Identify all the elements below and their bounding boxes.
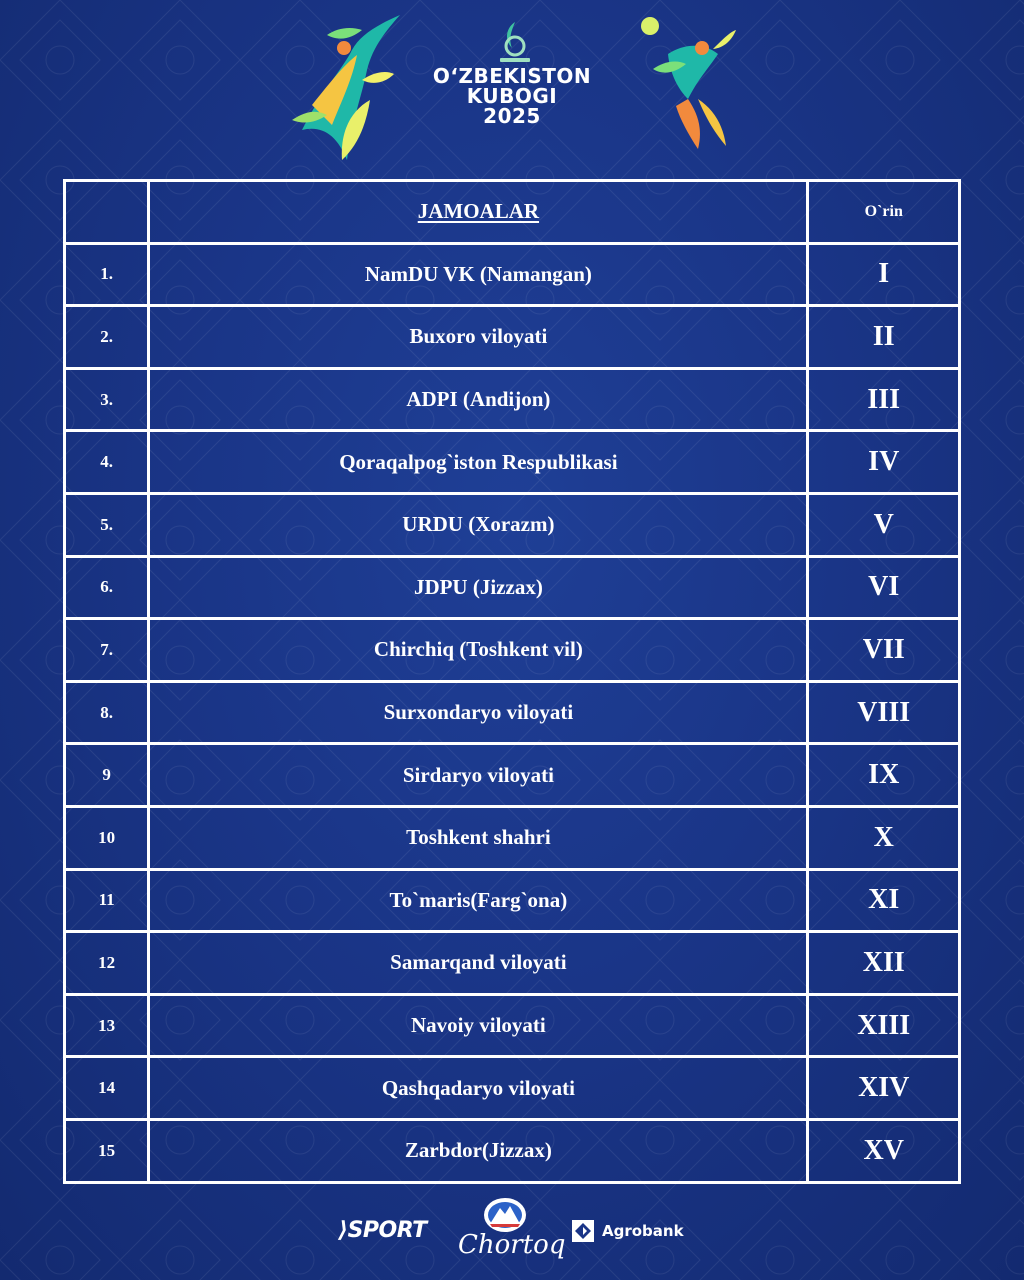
row-place: XV — [808, 1119, 960, 1182]
row-place: X — [808, 806, 960, 869]
table-body — [65, 243, 960, 1182]
table-row — [65, 681, 960, 744]
chortoq-wordmark: Chortoq — [458, 1230, 566, 1260]
tournament-title — [392, 66, 632, 126]
row-place: VIII — [808, 681, 960, 744]
table-row — [65, 493, 960, 556]
row-place: IX — [808, 744, 960, 807]
volleyball-player-right-illustration — [628, 14, 738, 154]
header-place: O`rin — [808, 181, 960, 244]
row-team-name: Navoiy viloyati — [149, 994, 808, 1057]
sponsor-bar — [0, 1190, 1024, 1280]
row-number: 4. — [65, 431, 149, 494]
header-teams: JAMOALAR — [149, 181, 808, 244]
row-team-name: URDU (Xorazm) — [149, 493, 808, 556]
row-team-name: Samarqand viloyati — [149, 932, 808, 995]
row-number: 1. — [65, 243, 149, 306]
table-row — [65, 1057, 960, 1120]
sport-logo-text: SPORT — [347, 1218, 427, 1243]
row-place: III — [808, 368, 960, 431]
row-place: XII — [808, 932, 960, 995]
row-place: V — [808, 493, 960, 556]
table-row — [65, 994, 960, 1057]
row-place: VII — [808, 619, 960, 682]
row-number: 15 — [65, 1119, 149, 1182]
row-number: 7. — [65, 619, 149, 682]
row-team-name: NamDU VK (Namangan) — [149, 243, 808, 306]
row-team-name: ADPI (Andijon) — [149, 368, 808, 431]
standings-table — [63, 179, 961, 1184]
row-number: 13 — [65, 994, 149, 1057]
table-row — [65, 243, 960, 306]
row-number: 12 — [65, 932, 149, 995]
volleyball-player-left-illustration — [282, 10, 407, 165]
row-team-name: Qashqadaryo viloyati — [149, 1057, 808, 1120]
row-place: II — [808, 306, 960, 369]
agrobank-wordmark: Agrobank — [602, 1222, 684, 1240]
row-team-name: Qoraqalpog`iston Respublikasi — [149, 431, 808, 494]
row-number: 6. — [65, 556, 149, 619]
row-number: 5. — [65, 493, 149, 556]
agrobank-icon — [572, 1220, 594, 1242]
sport-logo — [338, 1218, 427, 1243]
title-line-2: KUBOGI — [466, 84, 558, 108]
row-team-name: Chirchiq (Toshkent vil) — [149, 619, 808, 682]
table-row — [65, 556, 960, 619]
table-row — [65, 869, 960, 932]
header-number — [65, 181, 149, 244]
table-row — [65, 619, 960, 682]
row-number: 2. — [65, 306, 149, 369]
row-number: 14 — [65, 1057, 149, 1120]
table-row — [65, 368, 960, 431]
table-row — [65, 806, 960, 869]
title-line-3: 2025 — [483, 104, 541, 128]
table-row — [65, 932, 960, 995]
row-number: 9 — [65, 744, 149, 807]
uzbekistan-cup-emblem — [492, 18, 538, 66]
table-header-row — [65, 181, 960, 244]
row-number: 10 — [65, 806, 149, 869]
row-number: 8. — [65, 681, 149, 744]
row-place: XIII — [808, 994, 960, 1057]
row-place: IV — [808, 431, 960, 494]
table-row — [65, 744, 960, 807]
table-row — [65, 306, 960, 369]
row-place: VI — [808, 556, 960, 619]
row-place: XI — [808, 869, 960, 932]
sport-logo-mark: ⟩ — [338, 1218, 348, 1243]
row-team-name: Surxondaryo viloyati — [149, 681, 808, 744]
table-row — [65, 1119, 960, 1182]
table-row — [65, 431, 960, 494]
row-number: 11 — [65, 869, 149, 932]
chortoq-logo — [458, 1196, 566, 1274]
row-team-name: Zarbdor(Jizzax) — [149, 1119, 808, 1182]
row-team-name: To`maris(Farg`ona) — [149, 869, 808, 932]
header — [0, 0, 1024, 170]
row-team-name: Toshkent shahri — [149, 806, 808, 869]
row-team-name: Buxoro viloyati — [149, 306, 808, 369]
row-team-name: Sirdaryo viloyati — [149, 744, 808, 807]
row-number: 3. — [65, 368, 149, 431]
title-line-1: O‘ZBEKISTON — [432, 64, 592, 88]
row-place: XIV — [808, 1057, 960, 1120]
row-place: I — [808, 243, 960, 306]
mountain-icon — [482, 1196, 528, 1234]
row-team-name: JDPU (Jizzax) — [149, 556, 808, 619]
